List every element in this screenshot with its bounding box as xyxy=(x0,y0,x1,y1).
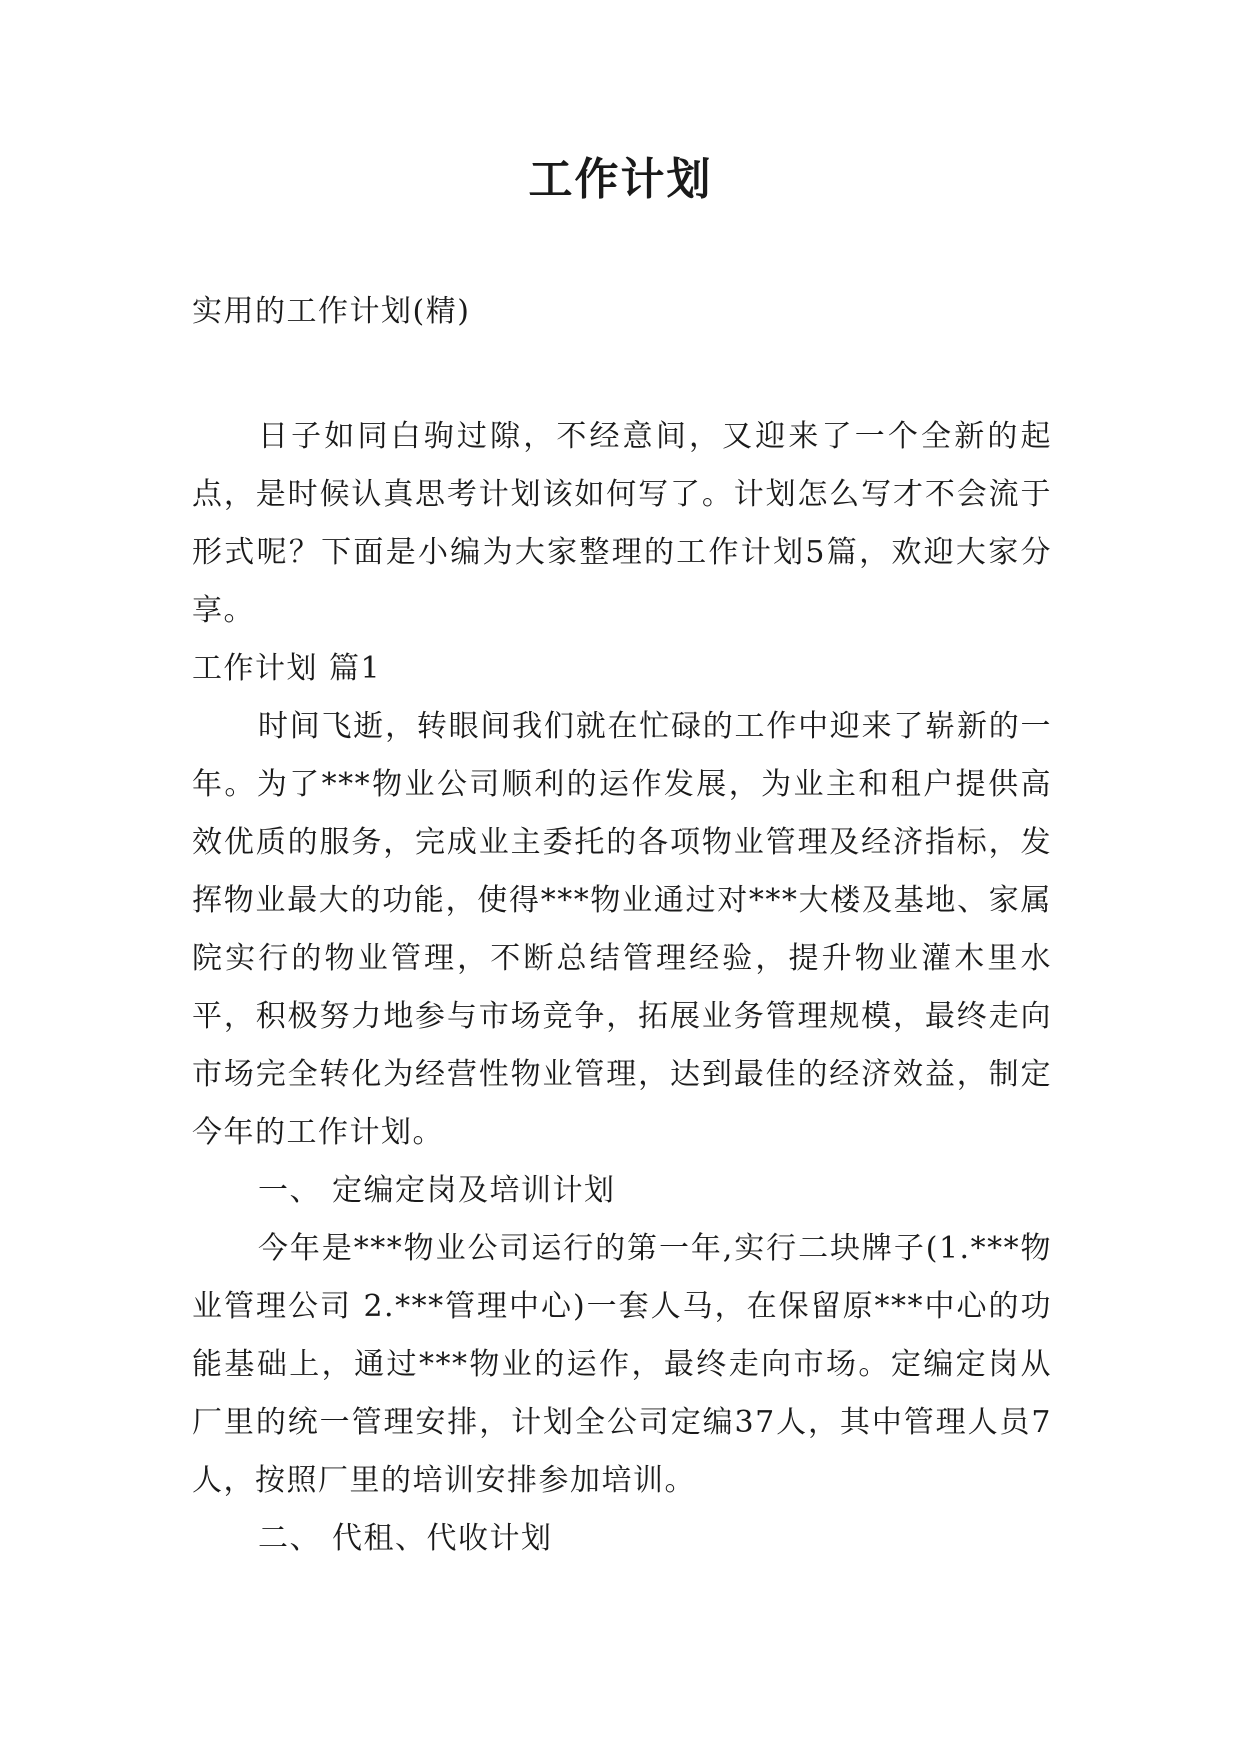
subsection-heading: 一、 定编定岗及培训计划 xyxy=(258,1173,616,1208)
document-body xyxy=(192,408,1052,1568)
body-paragraph: 时间飞逝，转眼间我们就在忙碌的工作中迎来了崭新的一年。为了***物业公司顺利的运作发展，为业主和租户提供高效优质的服务，完成业主委托的各项物业管理及经济指标，发挥物业最大的功能，使得***物业通过对***大楼及基地、家属院实行的物业管理，不断总结管理经验，提升物业灌木里水平，积极努力地参与市场竞争，拓展业务管理规模，最终走向市场完全转化为经营性物业管理，达到最佳的经济效益，制定今年的工作计划。 xyxy=(192,709,1052,1150)
subsection-heading: 二、 代租、代收计划 xyxy=(258,1521,553,1556)
document-title: 工作计划 xyxy=(528,154,713,205)
body-paragraph: 今年是***物业公司运行的第一年,实行二块牌子(1.***物业管理公司 2.***管理中心)一套人马，在保留原***中心的功能基础上，通过***物业的运作，最终走向市场。定编定岗从厂里的统一管理安排，计划全公司定编37人，其中管理人员7人，按照厂里的培训安排参加培训。 xyxy=(192,1231,1052,1498)
section-heading: 工作计划 篇1 xyxy=(192,651,382,686)
intro-paragraph: 日子如同白驹过隙，不经意间，又迎来了一个全新的起点，是时候认真思考计划该如何写了。计划怎么写才不会流于形式呢？下面是小编为大家整理的工作计划5篇，欢迎大家分享。 xyxy=(192,419,1052,628)
document-subtitle: 实用的工作计划(精) xyxy=(192,294,471,329)
